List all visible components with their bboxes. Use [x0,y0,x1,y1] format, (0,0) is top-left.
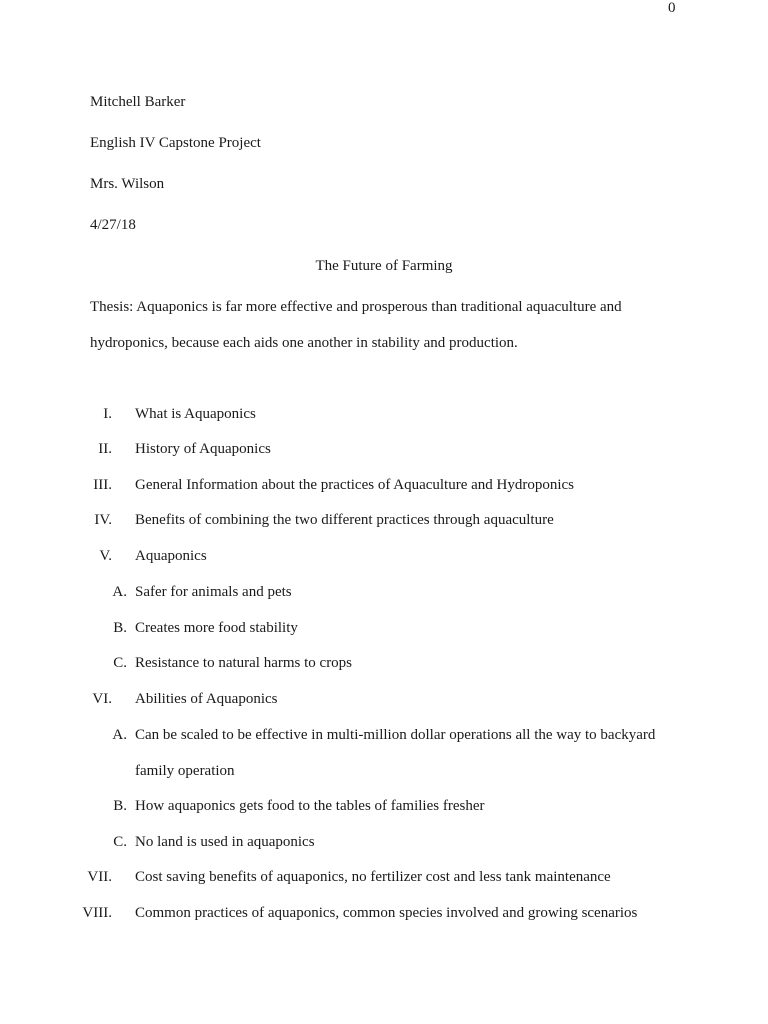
outline-text: Creates more food stability [135,620,298,636]
outline-marker: A. [112,727,127,743]
outline-text: No land is used in aquaponics [135,834,315,850]
outline-text: History of Aquaponics [135,441,271,457]
date: 4/27/18 [90,217,136,233]
outline-marker: IV. [94,512,112,528]
outline-marker: B. [113,620,127,636]
outline-text: Can be scaled to be effective in multi-million dollar operations all the way to backyard [135,727,656,743]
course-name: English IV Capstone Project [90,135,261,151]
outline-marker: I. [103,406,112,422]
outline-marker: III. [93,477,112,493]
outline-marker: A. [112,584,127,600]
page-number: 0 [668,0,676,16]
outline-marker: II. [98,441,112,457]
teacher-name: Mrs. Wilson [90,176,165,192]
outline-text: How aquaponics gets food to the tables of families fresher [135,798,485,814]
outline-text: General Information about the practices of Aquaculture and Hydroponics [135,477,575,493]
outline-text: Abilities of Aquaponics [135,691,278,707]
thesis-line-1: Thesis: Aquaponics is far more effective and prosperous than traditional aquaculture and [90,299,622,315]
outline-marker: V. [99,548,112,564]
outline-text: Aquaponics [135,548,207,564]
outline-text: Cost saving benefits of aquaponics, no fertilizer cost and less tank maintenance [135,869,611,885]
outline-marker: B. [113,798,127,814]
document-title: The Future of Farming [315,258,453,274]
outline-text: What is Aquaponics [135,406,256,422]
outline-marker: C. [113,834,127,850]
outline-text: Safer for animals and pets [135,584,292,600]
outline-text: family operation [135,763,235,779]
outline-marker: VII. [87,869,112,885]
thesis-line-2: hydroponics, because each aids one another in stability and production. [90,335,518,351]
outline-text: Common practices of aquaponics, common species involved and growing scenarios [135,905,638,921]
outline-text: Benefits of combining the two different practices through aquaculture [135,512,554,528]
outline-marker: C. [113,655,127,671]
outline-marker: VIII. [82,905,112,921]
outline-text: Resistance to natural harms to crops [135,655,353,671]
author-name: Mitchell Barker [90,94,186,110]
outline-marker: VI. [92,691,112,707]
